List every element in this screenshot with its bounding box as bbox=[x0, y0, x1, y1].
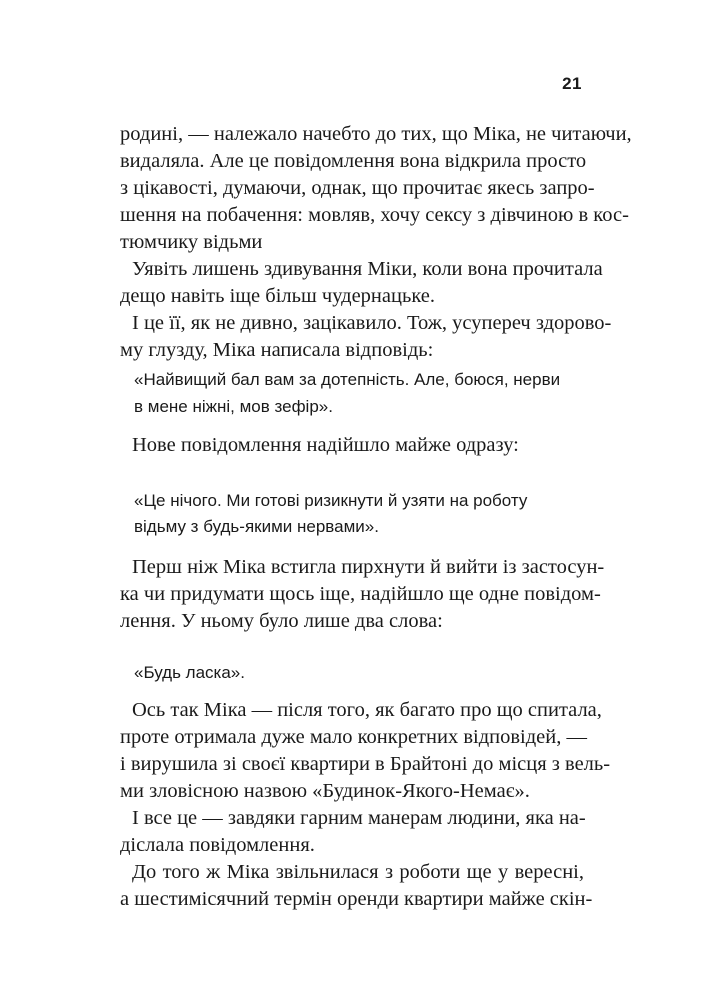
paragraph-line: а шестимісячний термін оренди квартири майже скін- bbox=[120, 888, 593, 910]
paragraph-line: видаляла. Але це повідомлення вона відкрила просто bbox=[120, 150, 587, 172]
paragraph-line: І це її, як не дивно, зацікавило. Тож, усупереч здорово- bbox=[132, 312, 612, 334]
quoted-message-line: «Найвищий бал вам за дотепність. Але, боюся, нерви bbox=[134, 370, 561, 389]
quoted-message-line: «Будь ласка». bbox=[134, 663, 245, 682]
quoted-message-line: в мене ніжні, мов зефір». bbox=[134, 397, 333, 416]
paragraph-line: і вирушила зі своєї квартири в Брайтоні до місця з вель- bbox=[120, 753, 611, 775]
paragraph-line: Нове повідомлення надійшло майже одразу: bbox=[132, 434, 519, 456]
quoted-message-line: відьму з будь-якими нервами». bbox=[134, 517, 379, 536]
paragraph-line: діслала повідомлення. bbox=[120, 834, 315, 856]
paragraph-line: Ось так Міка — після того, як багато про що спитала, bbox=[132, 699, 602, 721]
paragraph-line: тюмчику відьми bbox=[120, 231, 263, 253]
paragraph-line: му глузду, Міка написала відповідь: bbox=[120, 339, 434, 361]
page-number: 21 bbox=[562, 74, 582, 93]
paragraph-line: з цікавості, думаючи, однак, що прочитає якесь запро- bbox=[120, 177, 595, 199]
paragraph-line: дещо навіть іще більш чудернацьке. bbox=[120, 285, 435, 307]
paragraph-line: лення. У ньому було лише два слова: bbox=[120, 610, 443, 632]
paragraph-line: родині, — належало начебто до тих, що Міка, не читаючи, bbox=[120, 123, 632, 145]
paragraph-line: Перш ніж Міка встигла пирхнути й вийти із застосун- bbox=[132, 556, 605, 578]
paragraph-line: Уявіть лишень здивування Міки, коли вона прочитала bbox=[132, 258, 603, 280]
paragraph-line: ка чи придумати щось іще, надійшло ще одне повідом- bbox=[120, 583, 601, 605]
paragraph-line: ми зловісною назвою «Будинок-Якого-Немає». bbox=[120, 780, 530, 802]
paragraph-line: До того ж Міка звільнилася з роботи ще у вересні, bbox=[132, 861, 584, 883]
paragraph-line: шення на побачення: мовляв, хочу сексу з дівчиною в кос- bbox=[120, 204, 629, 226]
paragraph-line: проте отримала дуже мало конкретних відповідей, — bbox=[120, 726, 587, 748]
quoted-message-line: «Це нічого. Ми готові ризикнути й узяти на роботу bbox=[134, 491, 528, 510]
paragraph-line: І все це — завдяки гарним манерам людини, яка на- bbox=[132, 807, 586, 829]
